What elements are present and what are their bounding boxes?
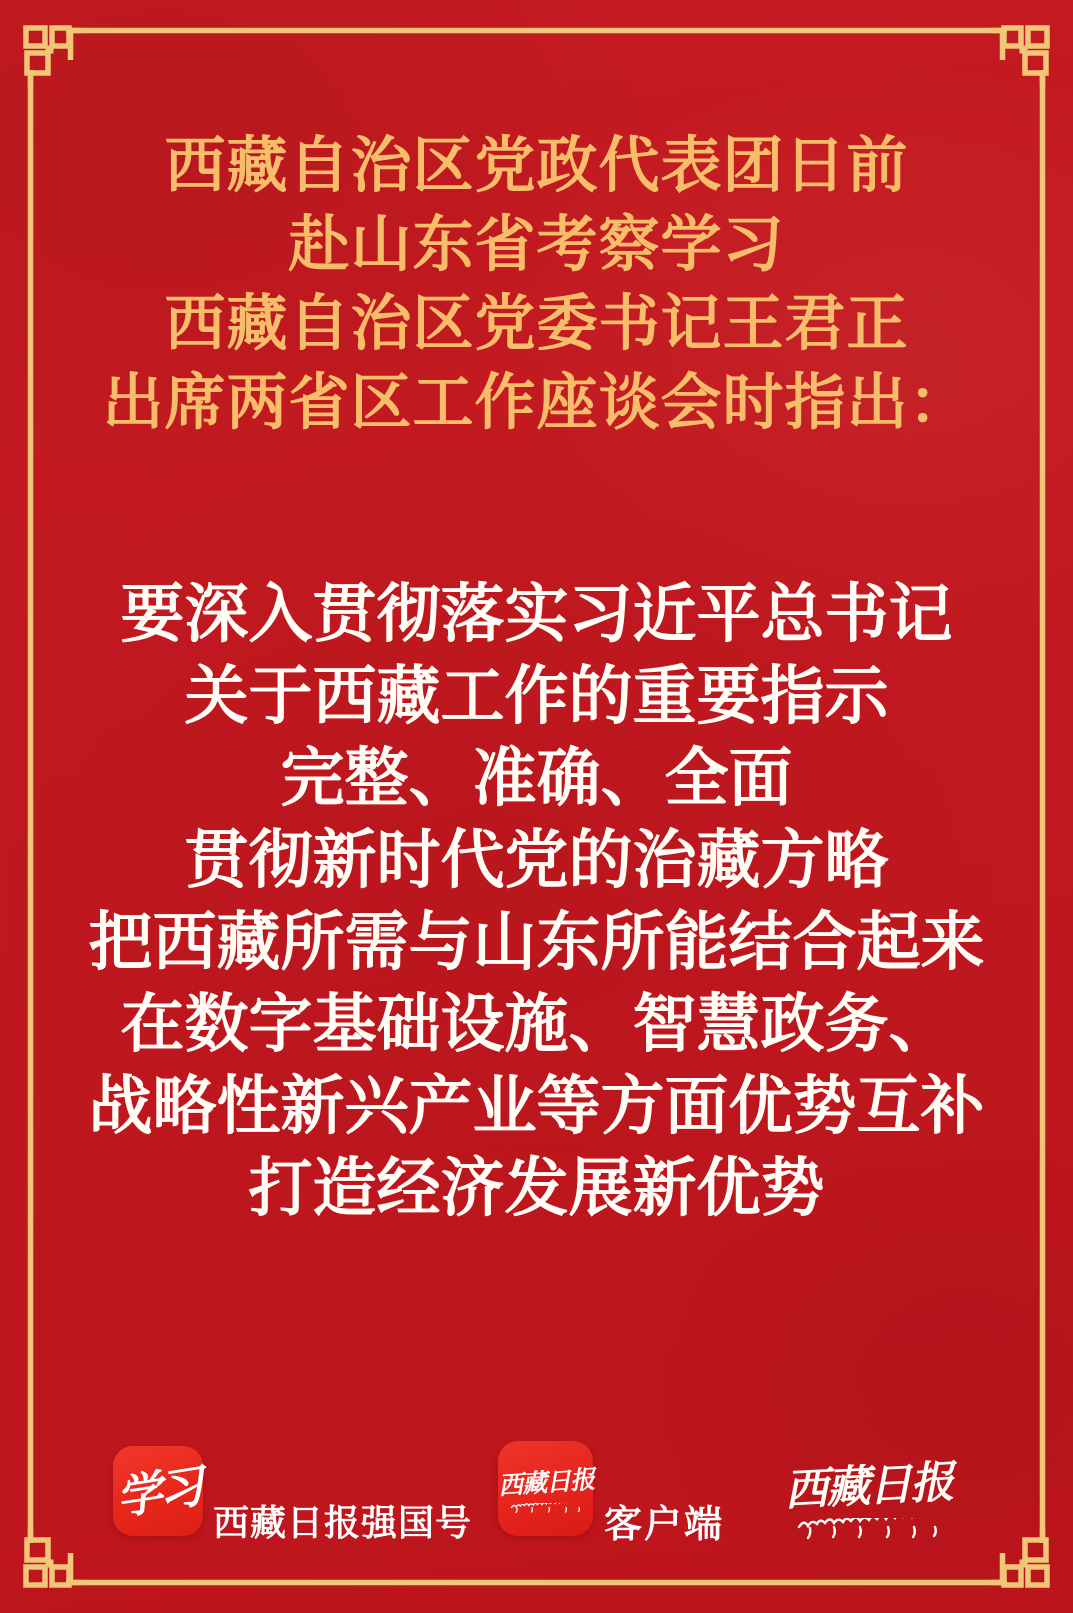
quote-line: 要深入贯彻落实习近平总书记: [120, 579, 953, 650]
poster-quote-body: [0, 574, 1073, 1230]
tibet-daily-app-icon: [498, 1441, 593, 1536]
tibet-daily-masthead-logo: [783, 1450, 954, 1540]
xuexi-icon-label: 学习: [112, 1460, 204, 1525]
heading-line: 出席两省区工作座谈会时指出：: [102, 368, 971, 436]
xuexi-qiangguo-app-icon: [113, 1446, 203, 1536]
poster-heading: [0, 126, 1073, 442]
quote-line: 关于西藏工作的重要指示: [184, 661, 889, 732]
quote-line: 把西藏所需与山东所能结合起来: [88, 907, 985, 978]
tibetan-script-icon: [793, 1518, 943, 1540]
tibet-daily-masthead-text: 西藏日报: [783, 1457, 954, 1516]
client-app-label: 客户端: [604, 1504, 725, 1546]
heading-line: 西藏自治区党政代表团日前: [164, 131, 909, 199]
quote-line: 在数字基础设施、智慧政务、: [120, 989, 953, 1060]
heading-line: 赴山东省考察学习: [288, 210, 785, 278]
qiangguo-account-label: 西藏日报强国号: [213, 1502, 473, 1543]
tibet-daily-icon-label: 西藏日报: [496, 1466, 595, 1501]
quote-line: 战略性新兴产业等方面优势互补: [88, 1071, 985, 1142]
tibetan-script-icon: [510, 1503, 582, 1514]
heading-line: 西藏自治区党委书记王君正: [164, 289, 909, 357]
footer-logo-row: [0, 1438, 1073, 1548]
quote-line: 完整、准确、全面: [280, 743, 793, 814]
quote-line: 贯彻新时代党的治藏方略: [184, 825, 889, 896]
quote-line: 打造经济发展新优势: [248, 1153, 825, 1224]
